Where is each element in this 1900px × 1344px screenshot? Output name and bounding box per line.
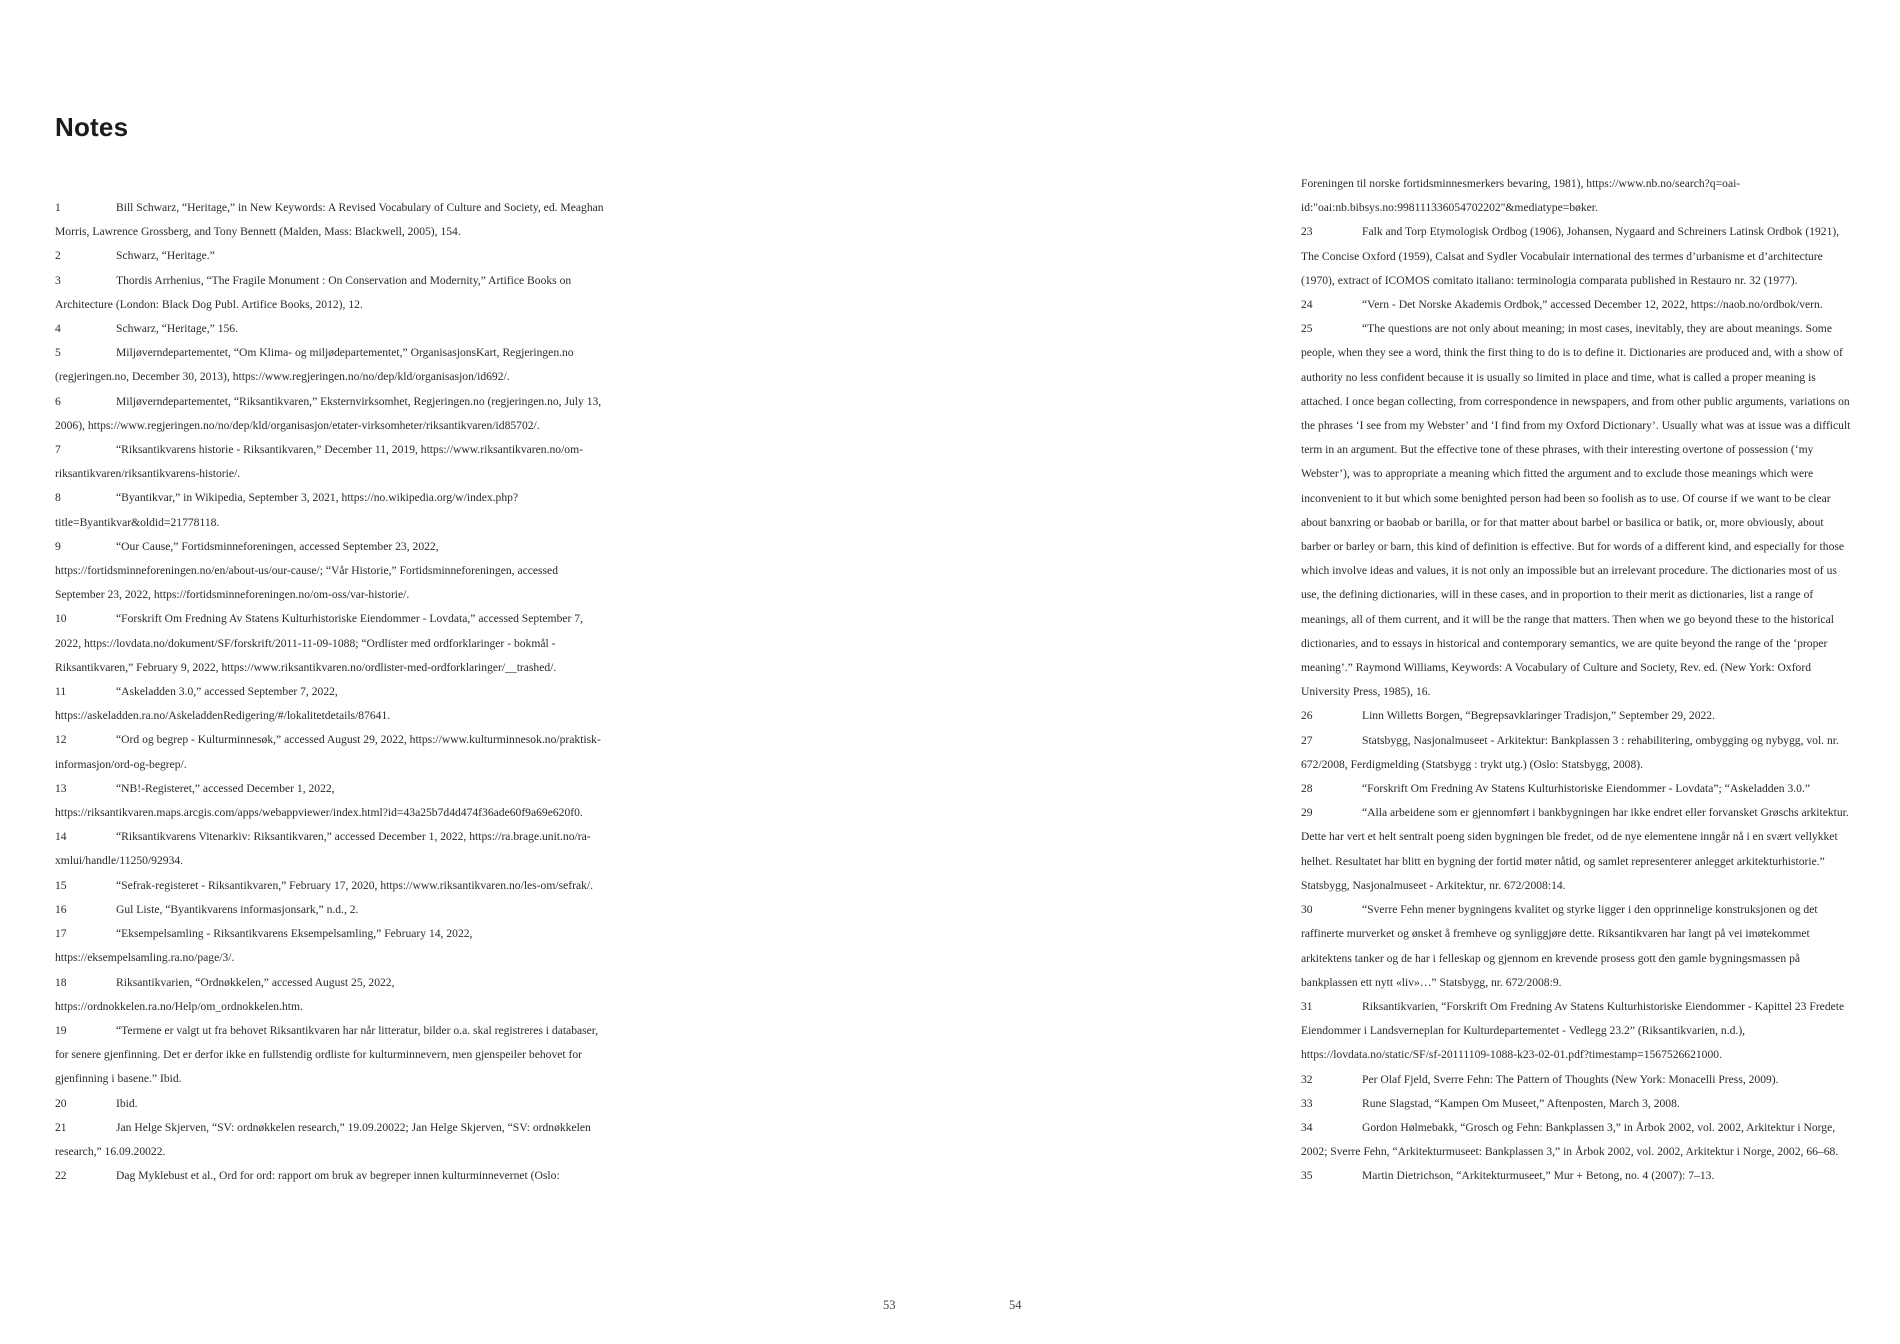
footnote [55, 1092, 610, 1116]
footnote-number: 21 [55, 1120, 67, 1134]
footnote [1301, 777, 1856, 801]
footnote-text: “Our Cause,” Fortidsminneforeningen, accessed September 23, 2022, https://fortidsminneforeningen.no/en/about-us/our-cause/; “Vår Historie,” Fortidsminneforeningen, accessed September 23, 2022, https://fortidsminneforeningen.no/om-oss/var-historie/. [55, 539, 558, 602]
footnote-number: 7 [55, 443, 61, 457]
footnote-text: Jan Helge Skjerven, “SV: ordnøkkelen research,” 19.09.20022; Jan Helge Skjerven, “SV: ordnøkkelen research,” 16.09.20022. [55, 1120, 591, 1158]
notes-column-right [1301, 172, 1856, 1189]
footnote-number: 14 [55, 830, 67, 844]
footnote-text: Miljøverndepartementet, “Riksantikvaren,” Eksternvirksomhet, Regjeringen.no (regjeringen.no, July 13, 2006), https://www.regjeringen.no/no/dep/kld/organisasjon/etater-virksomheter/riksantikvaren/id85702/. [55, 394, 602, 432]
footnote [55, 341, 610, 389]
footnote-text: “Forskrift Om Fredning Av Statens Kulturhistoriske Eiendommer - Lovdata”; “Askeladden 3.0.” [1362, 782, 1810, 796]
note-continuation: Foreningen til norske fortidsminnesmerkers bevaring, 1981), https://www.nb.no/search?q=oai-id:"oai:nb.bibsys.no:998111336054702202"&mediatype=bøker. [1301, 177, 1741, 215]
footnote-text: “Byantikvar,” in Wikipedia, September 3, 2021, https://no.wikipedia.org/w/index.php?title=Byantikvar&oldid=21778118. [55, 491, 519, 529]
footnote [55, 317, 610, 341]
footnote-number: 31 [1301, 999, 1313, 1013]
footnote [55, 607, 610, 680]
footnote-number: 19 [55, 1023, 67, 1037]
footnote-number: 33 [1301, 1096, 1313, 1110]
footnote-text: “Alla arbeidene som er gjennomført i bankbygningen har ikke endret eller forvansket Grøschs arkitektur. Dette har vert et helt sentralt poeng siden bygningen ble fredet, od de nye elementene inngår nå i en svært vellykket helhet. Resultatet har blitt en bygning der fortid møter nåtid, og samlet representerer anlegget arkitekturhistorie.” Statsbygg, Nasjonalmuseet - Arkitektur, nr. 672/2008:14. [1301, 806, 1849, 892]
footnote [55, 535, 610, 608]
footnote-text: Schwarz, “Heritage.” [116, 249, 215, 263]
footnote-text: Bill Schwarz, “Heritage,” in New Keywords: A Revised Vocabulary of Culture and Society, ed. Meaghan Morris, Lawrence Grossberg, and Tony Bennett (Malden, Mass: Blackwell, 2005), 154. [55, 201, 604, 239]
footnote-text: Ibid. [116, 1096, 138, 1110]
footnote-number: 20 [55, 1096, 67, 1110]
page-number-right: 54 [1009, 1298, 1022, 1312]
footnote [1301, 995, 1856, 1068]
notes-column-left [55, 196, 610, 1188]
footnote-text: “NB!-Registeret,” accessed December 1, 2022, https://riksantikvaren.maps.arcgis.com/apps/webappviewer/index.html?id=43a25b7d4d474f36ade60f9a69e620f0. [55, 781, 583, 820]
footnote-text: “Sefrak-registeret - Riksantikvaren,” February 17, 2020, https://www.riksantikvaren.no/les-om/sefrak/. [116, 878, 594, 892]
footnote-number: 26 [1301, 709, 1313, 723]
footnote-text: Per Olaf Fjeld, Sverre Fehn: The Pattern of Thoughts (New York: Monacelli Press, 2009). [1362, 1072, 1779, 1086]
footnote [55, 1164, 610, 1188]
footnote [55, 1116, 610, 1164]
footnote [55, 1019, 610, 1092]
footnote [55, 486, 610, 534]
footnote-number: 10 [55, 612, 67, 626]
footnote-text: Schwarz, “Heritage,” 156. [116, 322, 239, 336]
footnote-text: Riksantikvarien, “Forskrift Om Fredning Av Statens Kulturhistoriske Eiendommer - Kapittel 23 Fredete Eiendommer i Landsverneplan for Kulturdepartementet - Vedlegg 23.2” (Riksantikvarien, n.d.), https://lovdata.no/static/SF/sf-20111109-1088-k23-02-01.pdf?timestamp=1567526621000. [1301, 999, 1845, 1062]
footnote-text: Thordis Arrhenius, “The Fragile Monument : On Conservation and Modernity,” Artifice Books on Architecture (London: Black Dog Publ. Artifice Books, 2012), 12. [55, 273, 572, 311]
footnote [55, 874, 610, 898]
footnote [55, 728, 610, 776]
footnote-text: Falk and Torp Etymologisk Ordbog (1906), Johansen, Nygaard and Schreiners Latinsk Ordbok (1921), The Concise Oxford (1959), Calsat and Sydler Vocabulair international des termes d’urbanisme et d’architecture (1970), extract of ICOMOS comitato italiano: terminologia comparata published in Restauro nr. 32 (1977). [1301, 225, 1840, 287]
footnote-number: 35 [1301, 1169, 1313, 1183]
footnote-text: Gul Liste, “Byantikvarens informasjonsark,” n.d., 2. [116, 902, 359, 916]
footnote-text: “Askeladden 3.0,” accessed September 7, 2022, https://askeladden.ra.no/AskeladdenRedigering/#/lokalitetdetails/87641. [55, 685, 391, 723]
footnote [1301, 898, 1856, 995]
footnote-number: 18 [55, 975, 67, 989]
footnote-number: 2 [55, 249, 61, 263]
footnote-number: 15 [55, 878, 67, 892]
footnote [1301, 1116, 1856, 1164]
footnote [55, 898, 610, 922]
footnote [1301, 1068, 1856, 1092]
footnote-number: 16 [55, 902, 67, 916]
footnote-number: 9 [55, 539, 61, 553]
footnote [55, 438, 610, 486]
right-page [950, 0, 1900, 1344]
footnote-text: Riksantikvarien, “Ordnøkkelen,” accessed August 25, 2022, https://ordnokkelen.ra.no/Help/om_ordnokkelen.htm. [55, 975, 395, 1013]
footnote [1301, 1092, 1856, 1116]
footnote-text: Linn Willetts Borgen, “Begrepsavklaringer Tradisjon,” September 29, 2022. [1362, 709, 1715, 723]
footnote-text: “Riksantikvarens Vitenarkiv: Riksantikvaren,” accessed December 1, 2022, https://ra.brage.unit.no/ra-xmlui/handle/11250/92934. [55, 830, 591, 868]
footnote-text: Statsbygg, Nasjonalmuseet - Arkitektur: Bankplassen 3 : rehabilitering, ombygging og nybygg, vol. nr. 672/2008, Ferdigmelding (Statsbygg : trykt utg.) (Oslo: Statsbygg, 2008). [1301, 733, 1839, 771]
footnote-text: “Forskrift Om Fredning Av Statens Kulturhistoriske Eiendommer - Lovdata,” accessed September 7, 2022, https://lovdata.no/dokument/SF/forskrift/2011-11-09-1088; “Ordlister med ordforklaringer - bokmål - Riksantikvaren,” February 9, 2022, https://www.riksantikvaren.no/ordlister-med-ordforklaringer/__trashed/. [55, 612, 583, 674]
footnote [55, 269, 610, 317]
footnote-number: 12 [55, 733, 67, 747]
footnote-number: 27 [1301, 733, 1313, 747]
footnote-text: Rune Slagstad, “Kampen Om Museet,” Aftenposten, March 3, 2008. [1362, 1096, 1680, 1110]
page-heading: Notes [55, 112, 129, 142]
footnote-text: “Riksantikvarens historie - Riksantikvaren,” December 11, 2019, https://www.riksantikvaren.no/om-riksantikvaren/riksantikvarens-historie/. [55, 443, 583, 481]
footnote-number: 17 [55, 927, 67, 941]
footnote-text: “Eksempelsamling - Riksantikvarens Eksempelsamling,” February 14, 2022, https://eksempelsamling.ra.no/page/3/. [55, 927, 473, 965]
footnote-number: 28 [1301, 782, 1313, 796]
footnote [1301, 704, 1856, 728]
footnote [1301, 317, 1856, 704]
footnote-number: 24 [1301, 298, 1313, 312]
footnote-text: “Termene er valgt ut fra behovet Riksantikvaren har når litteratur, bilder o.a. skal registreres i databaser, for senere gjenfinning. Det er derfor ikke en fullstendig ordliste for kulturminnevern, men gjenspeiler behovet for gjenfinning i basene.” Ibid. [55, 1023, 599, 1086]
footnote-number: 3 [55, 273, 61, 287]
footnote-text: Gordon Hølmebakk, “Grosch og Fehn: Bankplassen 3,” in Årbok 2002, vol. 2002, Arkitektur i Norge, 2002; Sverre Fehn, “Arkitekturmuseet: Bankplassen 3,” in Årbok 2002, vol. 2002, Arkitektur i Norge, 2002, 66–68. [1301, 1120, 1839, 1159]
footnote-number: 23 [1301, 225, 1313, 239]
footnote [55, 777, 610, 825]
footnote-number: 5 [55, 346, 61, 360]
footnote-text: Martin Dietrichson, “Arkitekturmuseet,” Mur + Betong, no. 4 (2007): 7–13. [1362, 1169, 1715, 1183]
footnote [55, 196, 610, 244]
footnote [1301, 293, 1856, 317]
footnote [55, 971, 610, 1019]
footnote [55, 244, 610, 268]
footnote-number: 6 [55, 394, 61, 408]
footnote [55, 922, 610, 970]
footnote-number: 22 [55, 1169, 67, 1183]
footnote [55, 825, 610, 873]
footnote-number: 30 [1301, 903, 1313, 917]
footnote-text: “The questions are not only about meaning; in most cases, inevitably, they are about meanings. Some people, when they see a word, think the first thing to do is to define it. Dictionaries are produced and, with a show of authority no less confident because it is usually so limited in place and time, what is called a proper meaning is attached. I once began collecting, from correspondence in newspapers, and from other public arguments, variations on the phrases ‘I see from my Webster’ and ‘I find from my Oxford Dictionary’. Usually what was at issue was a difficult term in an argument. But the effective tone of these phrases, with their interesting overtone of possession (‘my Webster’), was to appropriate a meaning which fitted the argument and to exclude those meanings which were inconvenient to it but which some benighted person had been so foolish as to use. Of course if we want to be clear about banxring or baobab or barilla, or for that matter about barbel or basilica or batik, or, more obviously, about barber or barley or barn, this kind of definition is effective. But for words of a different kind, and especially for those which involve ideas and values, it is not only an impossible but an irrelevant procedure. The dictionaries most of us use, the defining dictionaries, will in these cases, and in proportion to their merit as dictionaries, list a range of meanings, all of them current, and it will be the range that matters. Then when we go beyond these to the historical dictionaries, and to essays in historical and contemporary semantics, we are quite beyond the range of the ‘proper meaning’.” Raymond Williams, Keywords: A Vocabulary of Culture and Society, Rev. ed. (New York: Oxford University Press, 1985), 16. [1301, 322, 1851, 699]
footnote-number: 34 [1301, 1120, 1313, 1134]
footnote [1301, 1164, 1856, 1188]
footnote-text: Dag Myklebust et al., Ord for ord: rapport om bruk av begreper innen kulturminnevernet (Oslo: [116, 1169, 560, 1183]
footnote-number: 1 [55, 201, 61, 214]
footnote-number: 25 [1301, 322, 1313, 336]
footnote-number: 11 [55, 685, 67, 699]
footnote-number: 8 [55, 491, 61, 505]
footnote-number: 4 [55, 322, 61, 336]
footnote [55, 390, 610, 438]
footnote-text: “Ord og begrep - Kulturminnesøk,” accessed August 29, 2022, https://www.kulturminnesok.no/praktisk-informasjon/ord-og-begrep/. [55, 733, 601, 771]
footnote-text: Miljøverndepartementet, “Om Klima- og miljødepartementet,” OrganisasjonsKart, Regjeringen.no (regjeringen.no, December 30, 2013), https://www.regjeringen.no/no/dep/kld/organisasjon/id692/. [55, 346, 574, 384]
footnote [55, 680, 610, 728]
footnote [1301, 220, 1856, 293]
footnote-text: “Sverre Fehn mener bygningens kvalitet og styrke ligger i den opprinnelige konstruksjonen og det raffinerte murverket og ønsket å fremheve og synliggjøre dette. Riksantikvaren har langt på vei imøtekommet arkitektens tanker og de har i felleskap og gjennom en krevende prosess gott den gamle bygningsmassen på bankplassen ett nytt «liv»…” Statsbygg, nr. 672/2008:9. [1301, 903, 1818, 989]
footnote-number: 32 [1301, 1072, 1313, 1086]
footnote [1301, 801, 1856, 898]
footnote-number: 13 [55, 781, 67, 795]
footnote-number: 29 [1301, 806, 1313, 820]
footnote-text: “Vern - Det Norske Akademis Ordbok,” accessed December 12, 2022, https://naob.no/ordbok/vern. [1362, 298, 1823, 312]
page-number-left: 53 [883, 1298, 896, 1312]
footnote [1301, 729, 1856, 777]
